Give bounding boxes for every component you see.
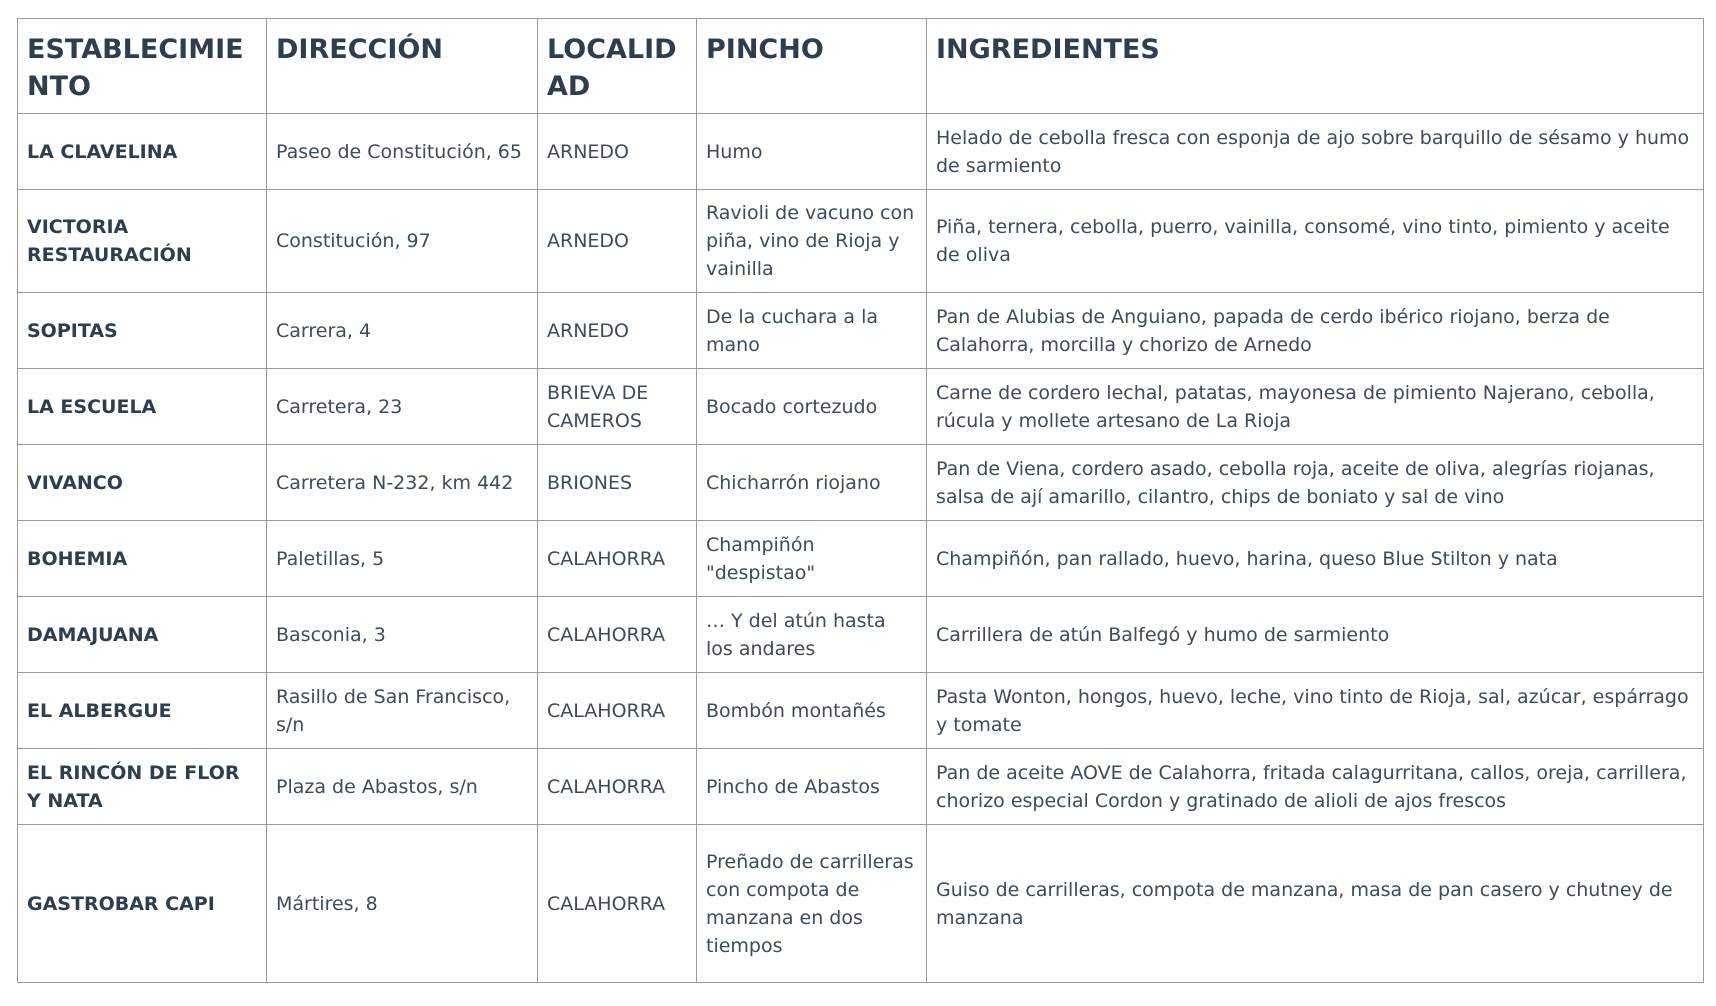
table-row [18, 673, 1704, 749]
cell-establecimiento: LA ESCUELA [18, 369, 267, 445]
cell-direccion: Carretera N-232, km 442 [267, 445, 538, 521]
pinchos-table [17, 18, 1704, 983]
cell-direccion: Constitución, 97 [267, 190, 538, 293]
cell-direccion: Carretera, 23 [267, 369, 538, 445]
cell-establecimiento: VICTORIA RESTAURACIÓN [18, 190, 267, 293]
table-row [18, 749, 1704, 825]
table-row [18, 293, 1704, 369]
cell-establecimiento: SOPITAS [18, 293, 267, 369]
cell-ingredientes: Helado de cebolla fresca con esponja de ajo sobre barquillo de sésamo y humo de sarmiento [927, 114, 1704, 190]
cell-pincho: Bocado cortezudo [697, 369, 927, 445]
cell-localidad: CALAHORRA [538, 597, 697, 673]
cell-ingredientes: Pan de aceite AOVE de Calahorra, fritada calagurritana, callos, oreja, carrillera, chorizo especial Cordon y gratinado de alioli de ajos frescos [927, 749, 1704, 825]
header-localidad: LOCALIDAD [538, 19, 697, 114]
cell-pincho: Chicharrón riojano [697, 445, 927, 521]
cell-localidad: ARNEDO [538, 293, 697, 369]
table-row [18, 825, 1704, 983]
cell-direccion: Plaza de Abastos, s/n [267, 749, 538, 825]
cell-localidad: CALAHORRA [538, 673, 697, 749]
cell-ingredientes: Pasta Wonton, hongos, huevo, leche, vino tinto de Rioja, sal, azúcar, espárrago y tomate [927, 673, 1704, 749]
cell-ingredientes: Guiso de carrilleras, compota de manzana, masa de pan casero y chutney de manzana [927, 825, 1704, 983]
cell-establecimiento: EL ALBERGUE [18, 673, 267, 749]
table-row [18, 369, 1704, 445]
table-row [18, 521, 1704, 597]
cell-ingredientes: Champiñón, pan rallado, huevo, harina, queso Blue Stilton y nata [927, 521, 1704, 597]
cell-direccion: Rasillo de San Francisco, s/n [267, 673, 538, 749]
header-establecimiento: ESTABLECIMIENTO [18, 19, 267, 114]
cell-pincho: Preñado de carrilleras con compota de manzana en dos tiempos [697, 825, 927, 983]
table-row [18, 597, 1704, 673]
cell-direccion: Paseo de Constitución, 65 [267, 114, 538, 190]
cell-ingredientes: Carne de cordero lechal, patatas, mayonesa de pimiento Najerano, cebolla, rúcula y mollete artesano de La Rioja [927, 369, 1704, 445]
cell-pincho: De la cuchara a la mano [697, 293, 927, 369]
cell-localidad: ARNEDO [538, 114, 697, 190]
table-row [18, 114, 1704, 190]
cell-ingredientes: Piña, ternera, cebolla, puerro, vainilla, consomé, vino tinto, pimiento y aceite de oliva [927, 190, 1704, 293]
cell-direccion: Basconia, 3 [267, 597, 538, 673]
header-direccion: DIRECCIÓN [267, 19, 538, 114]
cell-establecimiento: GASTROBAR CAPI [18, 825, 267, 983]
cell-ingredientes: Carrillera de atún Balfegó y humo de sarmiento [927, 597, 1704, 673]
cell-direccion: Mártires, 8 [267, 825, 538, 983]
cell-pincho: … Y del atún hasta los andares [697, 597, 927, 673]
cell-establecimiento: LA CLAVELINA [18, 114, 267, 190]
header-pincho: PINCHO [697, 19, 927, 114]
cell-ingredientes: Pan de Alubias de Anguiano, papada de cerdo ibérico riojano, berza de Calahorra, morcilla y chorizo de Arnedo [927, 293, 1704, 369]
table-header-row [18, 19, 1704, 114]
cell-ingredientes: Pan de Viena, cordero asado, cebolla roja, aceite de oliva, alegrías riojanas, salsa de ají amarillo, cilantro, chips de boniato y sal de vino [927, 445, 1704, 521]
header-ingredientes: INGREDIENTES [927, 19, 1704, 114]
cell-direccion: Carrera, 4 [267, 293, 538, 369]
cell-localidad: ARNEDO [538, 190, 697, 293]
cell-localidad: CALAHORRA [538, 521, 697, 597]
pinchos-table-container [17, 18, 1704, 983]
cell-establecimiento: EL RINCÓN DE FLOR Y NATA [18, 749, 267, 825]
cell-establecimiento: DAMAJUANA [18, 597, 267, 673]
cell-localidad: BRIEVA DE CAMEROS [538, 369, 697, 445]
cell-establecimiento: VIVANCO [18, 445, 267, 521]
cell-pincho: Ravioli de vacuno con piña, vino de Rioja y vainilla [697, 190, 927, 293]
cell-pincho: Pincho de Abastos [697, 749, 927, 825]
cell-localidad: BRIONES [538, 445, 697, 521]
table-row [18, 190, 1704, 293]
cell-direccion: Paletillas, 5 [267, 521, 538, 597]
table-row [18, 445, 1704, 521]
cell-establecimiento: BOHEMIA [18, 521, 267, 597]
cell-localidad: CALAHORRA [538, 825, 697, 983]
cell-localidad: CALAHORRA [538, 749, 697, 825]
cell-pincho: Humo [697, 114, 927, 190]
cell-pincho: Bombón montañés [697, 673, 927, 749]
cell-pincho: Champiñón "despistao" [697, 521, 927, 597]
